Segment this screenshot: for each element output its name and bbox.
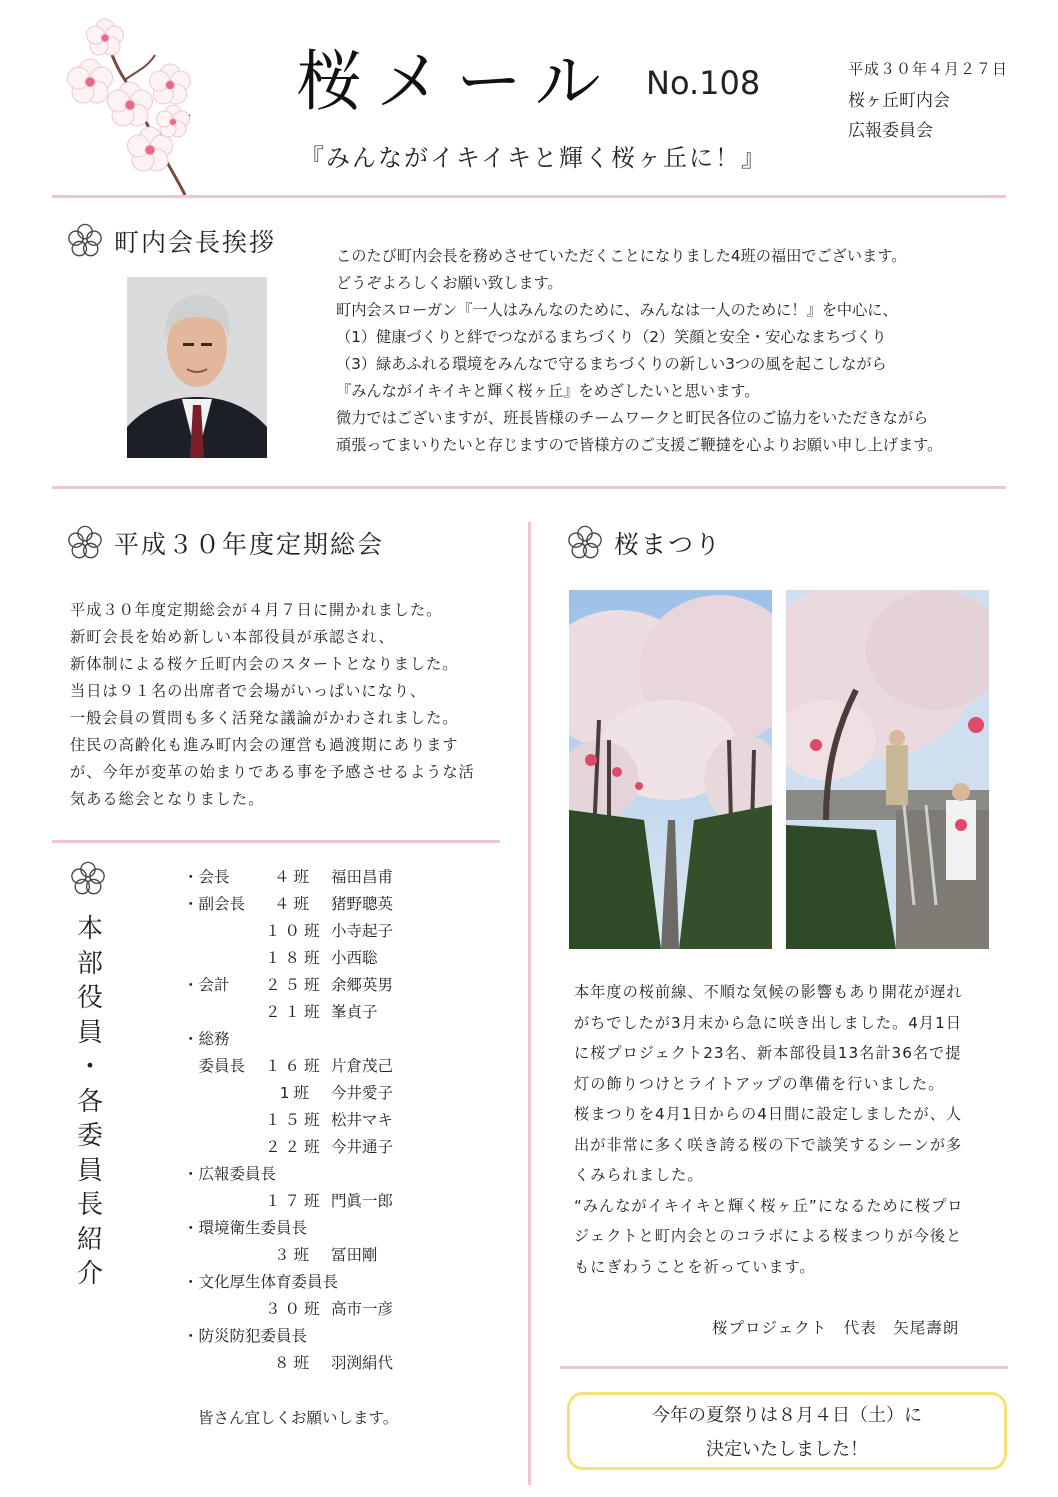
- meeting-line: 新町会長を始め新しい本部役員が承認され、: [70, 628, 395, 646]
- issue-number: No.108: [646, 64, 761, 102]
- greeting-heading-text: 町内会長挨拶: [114, 228, 277, 257]
- meeting-heading: [66, 524, 384, 562]
- officer-group: ２２班: [265, 1138, 324, 1156]
- officer-group: 1班: [279, 1084, 313, 1102]
- vertical-char: 長: [76, 1190, 103, 1220]
- vertical-char: 紹: [76, 1224, 103, 1255]
- greeting-line: 町内会スローガン『一人はみんなのために、みんなは一人のために！』を中心に、: [336, 301, 898, 319]
- greeting-line: このたび町内会長を務めさせていただくことになりました4班の福田でございます。: [336, 247, 907, 265]
- festival-line: 本年度の桜前線、不順な気候の影響もあり開花が遅れ: [574, 983, 963, 1001]
- newsletter-title: 桜メール: [296, 43, 615, 120]
- officer-name: 福田昌甫: [331, 868, 394, 886]
- slogan: 『みんながイキイキと輝く桜ヶ丘に！』: [300, 144, 768, 172]
- officer-name: 片倉茂己: [331, 1057, 394, 1075]
- festival-line: “みんながイキイキと輝く桜ヶ丘”になるために桜プロ: [574, 1196, 964, 1215]
- officer-role: ・広報委員長: [183, 1165, 277, 1183]
- officer-name: 今井愛子: [331, 1084, 394, 1102]
- officer-group: ４班: [273, 895, 313, 913]
- divider: [52, 840, 500, 843]
- greeting-line: 微力ではございますが、班長皆様のチームワークと町民各位のご協力をいただきながら: [336, 409, 929, 427]
- officers-vertical-title: [72, 912, 108, 1292]
- officer-role: ・会長: [183, 868, 230, 886]
- sakura-icon: [566, 524, 604, 562]
- festival-line: 桜まつりを4月1日からの4日間に設定しましたが、人: [574, 1105, 963, 1123]
- officer-role: 委員長: [183, 1057, 246, 1075]
- meeting-line: 新体制による桜ケ丘町内会のスタートとなりました。: [70, 655, 459, 673]
- sakura-icon: [66, 222, 104, 260]
- officers-closing: 皆さん宜しくお願いします。: [198, 1409, 399, 1427]
- officer-group: １６班: [265, 1057, 324, 1075]
- meeting-line: 住民の高齢化も進み町内会の運営も過渡期にあります: [70, 736, 459, 754]
- officer-name: 今井通子: [331, 1138, 394, 1156]
- festival-line: 灯の飾りつけとライトアップの準備を行いました。: [574, 1074, 945, 1093]
- cherry-path-photo: [569, 590, 772, 949]
- lantern-setup-photo: [786, 590, 989, 949]
- meeting-line: が、今年が変革の始まりである事を予感させるような活: [70, 763, 475, 781]
- divider: [52, 195, 1006, 198]
- officer-group: ３０班: [265, 1300, 324, 1318]
- greeting-line: （1）健康づくりと絆でつながるまちづくり（2）笑顔と安全・安心なまちづくり: [336, 328, 887, 346]
- officer-role: ・総務: [183, 1030, 230, 1048]
- officer-name: 羽渕絹代: [331, 1354, 394, 1372]
- officer-name: 余郷英男: [331, 976, 394, 994]
- cherry-blossom-illustration: [55, 10, 205, 200]
- officer-group: ２５班: [265, 976, 324, 994]
- vertical-char: 員: [76, 1017, 103, 1048]
- publisher-org: 桜ヶ丘町内会: [848, 91, 950, 111]
- issue-date: 平成３０年４月２７日: [848, 60, 1009, 78]
- greeting-line: どうぞよろしくお願い致します。: [336, 274, 563, 292]
- officer-name: 猪野聰英: [331, 895, 394, 913]
- officer-group: １０班: [265, 922, 324, 940]
- greeting-text: [336, 243, 942, 459]
- festival-line: ジェクトと町内会とのコラボによる桜まつりが今後と: [574, 1227, 963, 1245]
- officer-group: ２１班: [265, 1003, 324, 1021]
- officer-role: ・環境衛生委員長: [183, 1219, 308, 1237]
- vertical-char: 本: [76, 914, 103, 944]
- sakura-icon: [69, 860, 107, 898]
- festival-line: くみられました。: [574, 1166, 704, 1184]
- meeting-text: [70, 597, 475, 813]
- officer-name: 小西聡: [331, 949, 378, 967]
- officer-name: 峯貞子: [331, 1003, 378, 1021]
- vertical-char: ・: [76, 1052, 103, 1082]
- greeting-heading: [66, 222, 276, 260]
- officer-name: 冨田剛: [331, 1246, 378, 1264]
- officer-role: ・文化厚生体育委員長: [183, 1273, 339, 1291]
- meeting-line: 平成３０年度定期総会が４月７日に開かれました。: [70, 601, 443, 619]
- festival-signature: 桜プロジェクト 代表 矢尾壽朗: [712, 1319, 960, 1337]
- sakura-icon: [66, 524, 104, 562]
- officer-name: 門眞一郎: [331, 1192, 394, 1210]
- officer-group: ３班: [273, 1246, 313, 1264]
- greeting-line: （3）緑あふれる環境をみんなで守るまちづくりの新しい3つの風を起こしながら: [336, 355, 887, 373]
- festival-text: [574, 977, 963, 1282]
- vertical-char: 委: [76, 1121, 103, 1151]
- vertical-char: 部: [76, 948, 103, 979]
- officer-group: ８班: [273, 1354, 313, 1372]
- festival-line: 出が非常に多く咲き誇る桜の下で談笑するシーンが多: [574, 1135, 963, 1154]
- meeting-heading-text: 平成３０年度定期総会: [114, 530, 385, 559]
- chairman-portrait: [127, 277, 267, 458]
- officer-role: ・会計: [183, 976, 230, 994]
- vertical-char: 員: [76, 1155, 103, 1186]
- officer-group: １５班: [265, 1111, 324, 1129]
- officer-role: ・防災防犯委員長: [183, 1327, 308, 1345]
- meeting-line: 気ある総会となりました。: [70, 790, 265, 808]
- officer-group: １８班: [265, 949, 324, 967]
- divider: [560, 1366, 1008, 1369]
- festival-line: に桜プロジェクト23名、新本部役員13名計36名で提: [574, 1044, 962, 1062]
- festival-heading: [566, 524, 722, 562]
- publisher-committee: 広報委員会: [848, 121, 933, 141]
- vertical-char: 介: [76, 1259, 103, 1289]
- notice-line: 決定いたしました！: [706, 1439, 868, 1460]
- greeting-line: 『みんながイキイキと輝く桜ヶ丘』をめざしたいと思います。: [336, 382, 760, 400]
- meeting-line: 当日は９１名の出席者で会場がいっぱいになり、: [70, 682, 427, 700]
- summer-festival-notice: [567, 1392, 1007, 1470]
- officer-name: 高市一彦: [331, 1300, 394, 1318]
- officer-role: ・副会長: [183, 895, 246, 913]
- vertical-char: 各: [76, 1086, 103, 1117]
- officer-group: １７班: [265, 1192, 324, 1210]
- greeting-line: 頑張ってまいりたいと存じますので皆様方のご支援ご鞭撻を心よりお願い申し上げます。: [336, 436, 943, 454]
- notice-line: 今年の夏祭りは８月４日（土）に: [652, 1405, 922, 1426]
- festival-line: もにぎわうことを祈っています。: [574, 1257, 816, 1276]
- festival-line: がちでしたが3月末から急に咲き出しました。4月1日: [574, 1013, 962, 1032]
- officer-name: 小寺起子: [331, 922, 394, 940]
- meeting-line: 一般会員の質問も多く活発な議論がかわされました。: [70, 709, 459, 727]
- column-divider: [528, 522, 531, 1485]
- officer-name: 松井マキ: [331, 1111, 394, 1129]
- officer-group: ４班: [273, 868, 313, 886]
- vertical-char: 役: [76, 983, 103, 1013]
- festival-heading-text: 桜まつり: [614, 530, 723, 559]
- divider: [52, 486, 1006, 489]
